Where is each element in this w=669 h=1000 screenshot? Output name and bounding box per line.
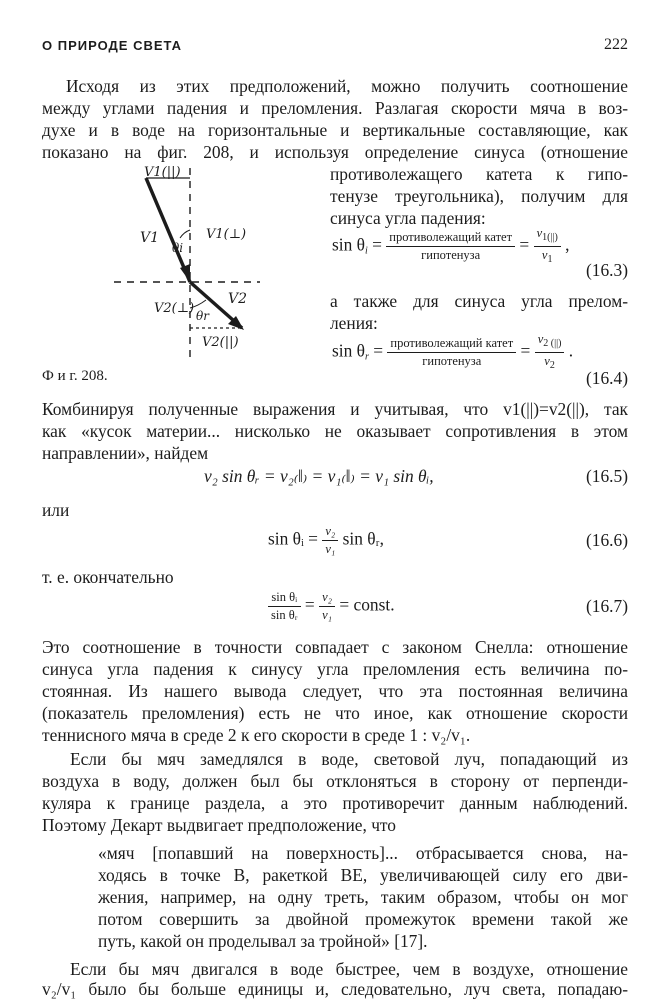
intro-line-2: между углами падения и преломления. Разлагая скорости мяча в воз- bbox=[42, 98, 628, 118]
equation-16-6: sin θᵢ = $\frac{\text{v₂}}{\text{v₁}}$ sin θᵣ, bbox=[268, 524, 384, 556]
equation-number-16-6: (16.6) bbox=[585, 530, 628, 550]
theta-i-arc bbox=[180, 230, 190, 238]
snell-line-4: (показатель преломления) есть не что иное, как отношение скорости bbox=[42, 703, 628, 723]
running-header: О ПРИРОДЕ СВЕТА bbox=[42, 38, 183, 53]
formula-sin-refraction: $\sin \theta_r$ = $\frac{\text{противолежащий катет}}{\text{гипотенуза}}$ = $\frac{v_{2 (||)}}{v_2}$ . bbox=[332, 332, 574, 371]
label-v2: V2 bbox=[228, 291, 248, 307]
figure-208 bbox=[110, 160, 320, 365]
quote-line-4: потом совершить за двойной промежуток времени такой же bbox=[98, 909, 628, 929]
equation-number-16-4: (16.4) bbox=[585, 368, 628, 388]
equation-16-5: v₂ sin θᵣ = v₂₍‖₎ = v₁₍‖₎ = v₁ sin θᵢ, bbox=[204, 466, 434, 486]
side-line-5: ления: bbox=[330, 313, 378, 333]
combine-line-3: направлении», найдем bbox=[42, 443, 209, 463]
intro-line-4: показано на фиг. 208, и используя определение синуса (отношение bbox=[42, 142, 628, 162]
snell-line-3: стоянная. Из нашего вывода следует, что эта постоянная величина bbox=[42, 681, 628, 701]
label-v2-parallel: V2(||) bbox=[202, 335, 239, 350]
figure-caption: Ф и г. 208. bbox=[42, 368, 108, 384]
label-v1: V1 bbox=[140, 230, 160, 246]
label-v1-perp: V1(⊥) bbox=[206, 227, 247, 242]
label-v1-parallel: V1(||) bbox=[144, 165, 181, 180]
side-line-4: а также для синуса угла прелом- bbox=[330, 291, 628, 311]
combine-line-1: Комбинируя полученные выражения и учитывая, что v1(||)=v2(||), так bbox=[42, 399, 628, 419]
side-line-1: противолежащего катета к гипо- bbox=[330, 164, 628, 184]
v1-arrowhead bbox=[180, 264, 190, 282]
descartes-line-3: куляра к границе раздела, а это противоречит данным наблюдений. bbox=[42, 793, 628, 813]
equation-16-7: $\frac{\text{sin θᵢ}}{\text{sin θᵣ}}$ = $\frac{\text{v₂}}{\text{v₁}}$ = const. bbox=[268, 590, 395, 623]
intro-line-3: духе и в воде на горизонтальные и вертикальные составляющие, как bbox=[42, 120, 628, 140]
or-word: или bbox=[42, 500, 70, 520]
descartes-line-4: Поэтому Декарт выдвигает предположение, что bbox=[42, 815, 397, 835]
snell-line-2: синуса угла падения к синусу угла преломления есть величина по- bbox=[42, 659, 628, 679]
quote-line-5: путь, какой он проделывал за тройной» [17]. bbox=[98, 931, 428, 951]
equation-number-16-3: (16.3) bbox=[585, 260, 628, 280]
equation-number-16-7: (16.7) bbox=[585, 596, 628, 616]
side-line-3: синуса угла падения: bbox=[330, 208, 486, 228]
combine-line-2: как «кусок материи... нисколько не оказывает сопротивления в этом bbox=[42, 421, 628, 441]
label-theta-i: θi bbox=[172, 241, 184, 255]
quote-line-3: жения, например, на одну треть, таким образом, чтобы он мог bbox=[98, 887, 628, 907]
page-number: 222 bbox=[604, 36, 628, 53]
final-line-1: Если бы мяч двигался в воде быстрее, чем в воздухе, отношение bbox=[70, 959, 628, 979]
final-line-2: v₂/v₁ было бы больше единицы и, следовательно, луч света, попадаю- bbox=[42, 979, 628, 999]
snell-line-1: Это соотношение в точности совпадает с законом Снелла: отношение bbox=[42, 637, 628, 657]
intro-line-1: Исходя из этих предположений, можно получить соотношение bbox=[66, 76, 628, 96]
formula-sin-incidence: $\sin \theta_i$ = $\frac{\text{противолежащий катет}}{\text{гипотенуза}}$ = $\frac{v_{1(||)}}{v_1}$ , bbox=[332, 226, 570, 265]
snell-line-5: теннисного мяча в среде 2 к его скорости в среде 1 : v₂/v₁. bbox=[42, 725, 471, 745]
side-line-2: тенузе треугольника), получим для bbox=[330, 186, 628, 206]
label-v2-perp: V2(⊥) bbox=[154, 301, 195, 316]
descartes-line-1: Если бы мяч замедлялся в воде, световой луч, попадающий из bbox=[70, 749, 628, 769]
equation-number-16-5: (16.5) bbox=[585, 466, 628, 486]
descartes-line-2: воздуха в воду, должен был бы отклоняться в сторону от перпенди- bbox=[42, 771, 628, 791]
label-theta-r: θr bbox=[196, 309, 209, 323]
finally-word: т. е. окончательно bbox=[42, 567, 174, 587]
quote-line-1: «мяч [попавший на поверхность]... отбрасывается снова, на- bbox=[98, 843, 628, 863]
quote-line-2: ходясь в точке B, ракеткой BE, увеличивающей силу его дви- bbox=[98, 865, 628, 885]
